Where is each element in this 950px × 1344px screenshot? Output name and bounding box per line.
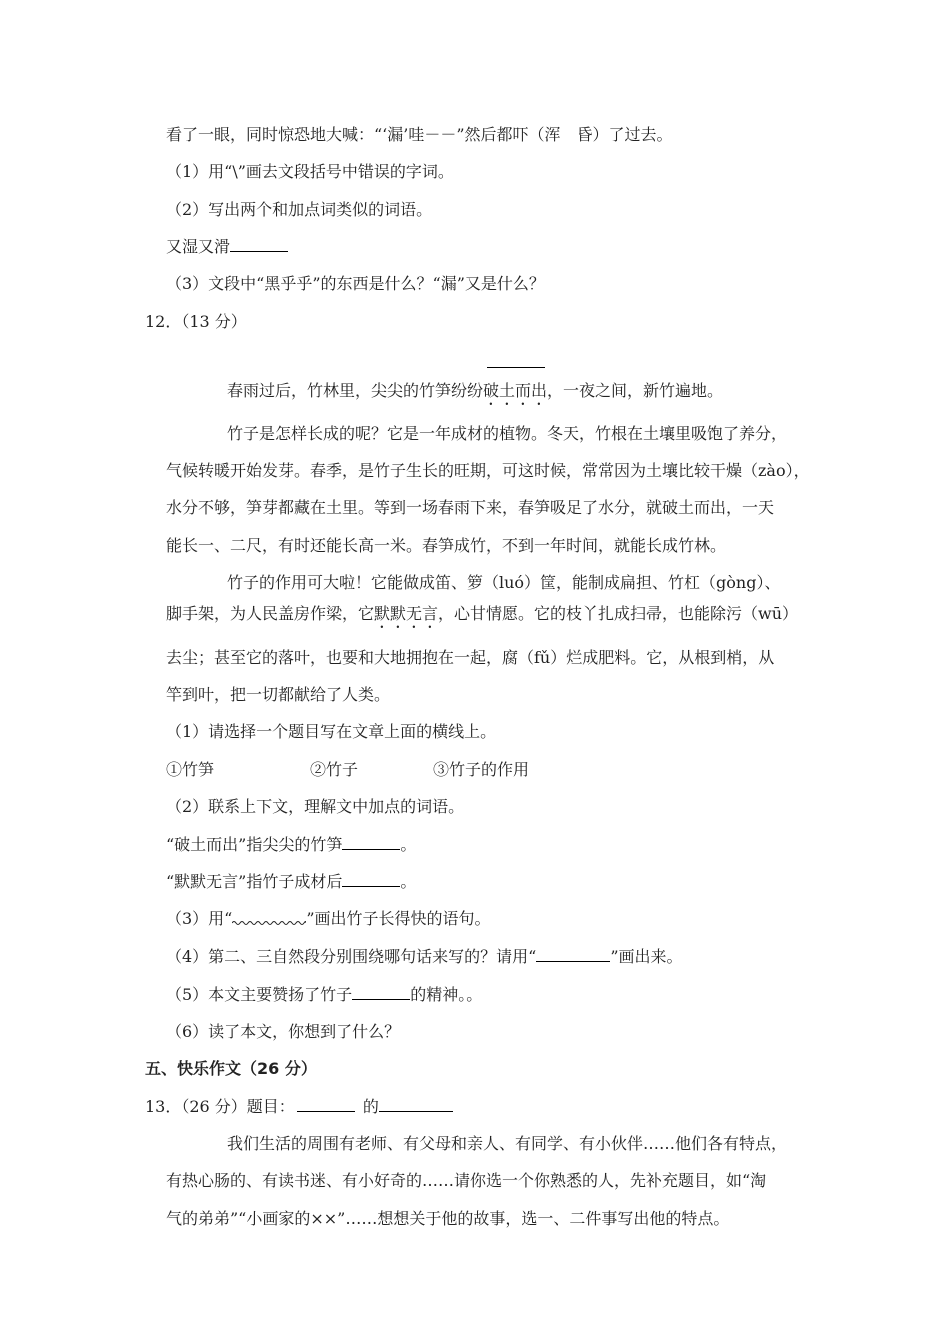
sub2-a-text: “破土而出”指尖尖的竹笋 — [166, 835, 343, 854]
q11-sub3: （3）文段中“黑乎乎”的东西是什么？“漏”又是什么？ — [166, 274, 545, 293]
q12-sub2-a — [166, 835, 416, 854]
q12-p3-line — [166, 604, 798, 632]
q11-sub2-answer — [166, 237, 288, 256]
q12-p2-line: 气候转暖开始发芽。春季，是竹子生长的旺期，可这时候，常常因为土壤比较干燥（zào）， — [166, 461, 810, 480]
p3-dotted-word: 默默无言 — [374, 604, 439, 623]
sub5-text-a: （5）本文主要赞扬了竹子 — [166, 985, 353, 1004]
q12-p2-line: 水分不够，笋芽都藏在土里。等到一场春雨下来，春笋吸足了水分，就破土而出，一天 — [166, 498, 775, 517]
answer-blank[interactable] — [342, 885, 400, 887]
q12-p2-line: 竹子是怎样长成的呢？它是一年成材的植物。冬天，竹根在土壤里吸饱了养分， — [227, 424, 788, 443]
q12-sub2: （2）联系上下文，理解文中加点的词语。 — [166, 797, 465, 816]
p1-text-a: 春雨过后，竹林里，尖尖的竹笋纷纷 — [227, 381, 484, 400]
title-blank[interactable] — [297, 1110, 355, 1112]
q11-sub2: （2）写出两个和加点词类似的词语。 — [166, 200, 433, 219]
q13-header-a: 13．（26 分）题目： — [145, 1097, 295, 1116]
q12-sub1: （1）请选择一个题目写在文章上面的横线上。 — [166, 722, 497, 741]
sub2-b-text: “默默无言”指竹子成材后 — [166, 872, 343, 891]
q12-header: 12．（13 分） — [145, 312, 247, 331]
sub4-text-b: ”画出来。 — [610, 947, 683, 966]
p1-text-b: ，一夜之间，新竹遍地。 — [547, 381, 724, 400]
period: 。 — [400, 835, 417, 854]
q12-sub4 — [166, 947, 683, 966]
q12-sub2-b — [166, 872, 416, 891]
q13-header — [145, 1097, 453, 1116]
q13-text-line: 有热心肠的、有读书迷、有小好奇的……请你选一个你熟悉的人，先补充题目，如“淘 — [166, 1171, 767, 1190]
p1-dotted-word: 破土而出 — [483, 381, 548, 400]
period: 。 — [400, 872, 417, 891]
title-blank[interactable] — [379, 1110, 453, 1112]
q12-sub6: （6）读了本文，你想到了什么？ — [166, 1022, 401, 1041]
wavy-underline-icon — [232, 920, 306, 926]
answer-blank[interactable] — [342, 848, 400, 850]
q12-paragraph-1 — [227, 381, 723, 409]
q12-p3-line: 竹子的作用可大啦！它能做成笛、箩（luó）筐，能制成扁担、竹杠（gòng）、 — [227, 573, 781, 592]
q13-header-b: 的 — [362, 1097, 379, 1116]
q12-p3-line: 去尘；甚至它的落叶，也要和大地拥抱在一起，腐（fǔ）烂成肥料。它，从根到梢，从 — [166, 648, 775, 667]
q11-sub2-prefix: 又湿又滑 — [166, 237, 231, 256]
q12-p3-line: 竿到叶，把一切都献给了人类。 — [166, 685, 391, 704]
q11-sub1: （1）用“\”画去文段括号中错误的字词。 — [166, 162, 454, 181]
answer-blank[interactable] — [230, 250, 288, 252]
title-blank[interactable] — [487, 366, 545, 368]
p3-text-b: ，心甘情愿。它的枝丫扎成扫帚，也能除污（wū） — [438, 604, 799, 623]
q12-option: ③竹子的作用 — [433, 760, 530, 779]
q12-sub5 — [166, 985, 482, 1004]
q12-sub3 — [166, 909, 491, 928]
answer-blank[interactable] — [352, 998, 410, 1000]
q12-p2-line: 能长一、二尺，有时还能长高一米。春笋成竹，不到一年时间，就能长成竹林。 — [166, 536, 727, 555]
straight-underline-sample — [536, 960, 610, 962]
section-title: 五、快乐作文（26 分） — [145, 1059, 317, 1078]
sub3-text-b: ”画出竹子长得快的语句。 — [306, 909, 491, 928]
q13-text-line: 我们生活的周围有老师、有父母和亲人、有同学、有小伙伴……他们各有特点， — [227, 1134, 788, 1153]
p3-text-a: 脚手架，为人民盖房作梁，它 — [166, 604, 375, 623]
q12-option: ①竹笋 — [166, 760, 215, 779]
q13-text-line: 气的弟弟”“小画家的××”……想想关于他的故事，选一、二件事写出他的特点。 — [166, 1209, 730, 1228]
q12-option: ②竹子 — [310, 760, 359, 779]
q11-text-line: 看了一眼，同时惊恐地大喊：“‘漏’哇－－”然后都吓（浑 昏）了过去。 — [166, 125, 673, 144]
sub3-text-a: （3）用“ — [166, 909, 233, 928]
sub4-text-a: （4）第二、三自然段分别围绕哪句话来写的？请用“ — [166, 947, 537, 966]
sub5-text-b: 的精神。。 — [410, 985, 483, 1004]
